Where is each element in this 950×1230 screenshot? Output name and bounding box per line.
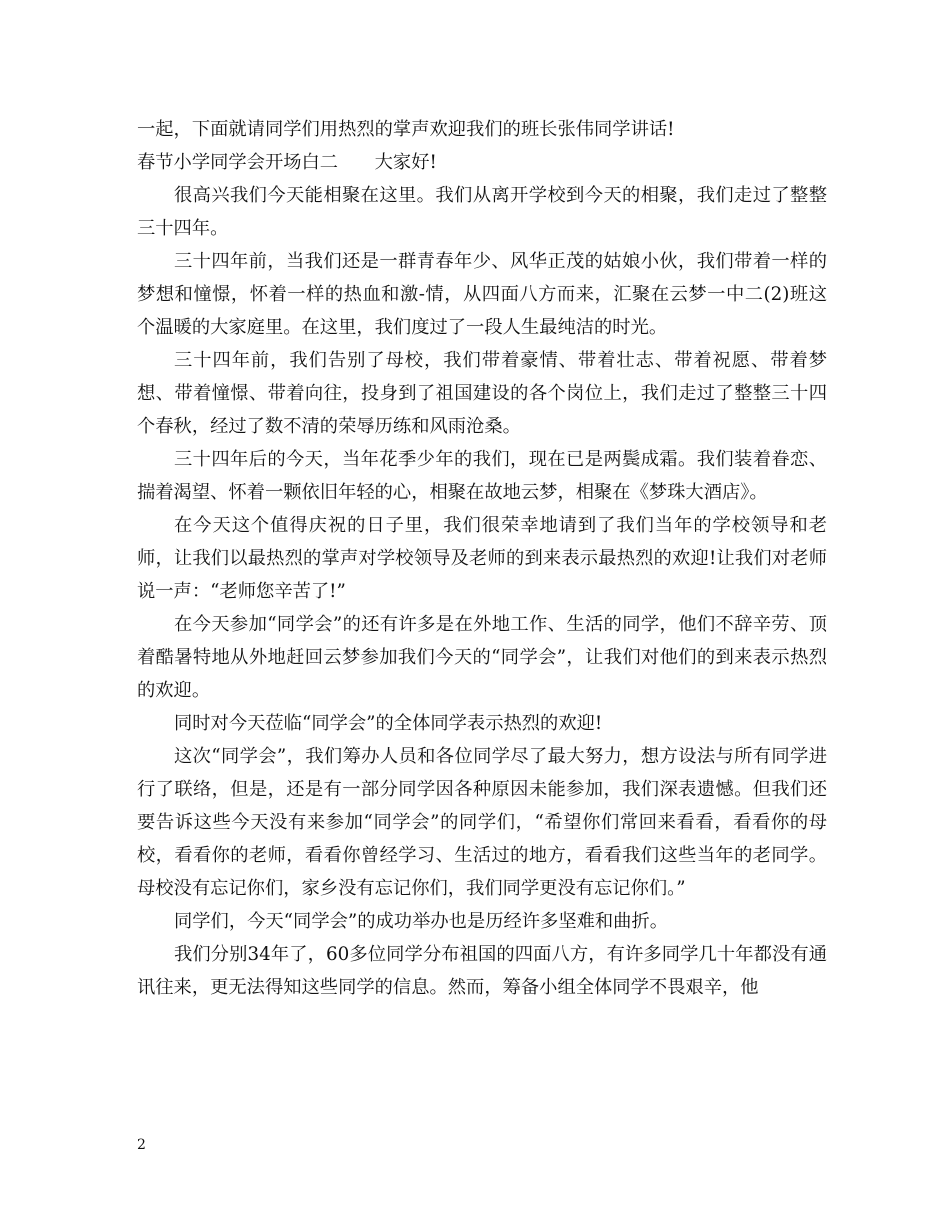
- paragraph-1: 一起，下面就请同学们用热烈的掌声欢迎我们的班长张伟同学讲话!: [137, 119, 675, 140]
- paragraph-12: 我们分别34年了，60多位同学分布祖国的四面八方，有许多同学几十年都没有通讯往来，更无法得知这些同学的信息。然而，筹备小组全体同学不畏艰辛，他: [137, 944, 827, 998]
- paragraph-2-heading: 春节小学同学会开场白二 大家好!: [137, 152, 437, 173]
- paragraph-9: 同时对今天莅临“同学会”的全体同学表示热烈的欢迎!: [174, 713, 603, 734]
- paragraph-4: 三十四年前，当我们还是一群青春年少、风华正茂的姑娘小伙，我们带着一样的梦想和憧憬，怀着一样的热血和激-情，从四面八方而来，汇聚在云梦一中二(2)班这个温暖的大家庭里。在这里，我们度过了一段人生最纯洁的时光。: [137, 251, 827, 338]
- paragraph-7: 在今天这个值得庆祝的日子里，我们很荣幸地请到了我们当年的学校领导和老师，让我们以最热烈的掌声对学校领导及老师的到来表示最热烈的欢迎!让我们对老师说一声：“老师您辛苦了!”: [137, 515, 827, 602]
- paragraph-10: 这次“同学会”，我们筹办人员和各位同学尽了最大努力，想方设法与所有同学进行了联络，但是，还是有一部分同学因各种原因未能参加，我们深表遗憾。但我们还要告诉这些今天没有来参加“同学会”的同学们，“希望你们常回来看看，看看你的母校，看看你的老师，看看你曾经学习、生活过的地方，看看我们这些当年的老同学。母校没有忘记你们，家乡没有忘记你们，我们同学更没有忘记你们。”: [137, 746, 827, 899]
- page-number: 2: [137, 1137, 146, 1153]
- paragraph-8: 在今天参加“同学会”的还有许多是在外地工作、生活的同学，他们不辞辛劳、顶着酷暑特地从外地赶回云梦参加我们今天的“同学会”，让我们对他们的到来表示热烈的欢迎。: [137, 614, 827, 701]
- document-body: [137, 113, 827, 1004]
- paragraph-6: 三十四年后的今天，当年花季少年的我们，现在已是两鬓成霜。我们装着眷恋、揣着渴望、怀着一颗依旧年轻的心，相聚在故地云梦，相聚在《梦珠大酒店》。: [137, 449, 827, 503]
- paragraph-3: 很高兴我们今天能相聚在这里。我们从离开学校到今天的相聚，我们走过了整整三十四年。: [137, 185, 827, 239]
- paragraph-11: 同学们，今天“同学会”的成功举办也是历经许多坚难和曲折。: [174, 911, 669, 932]
- paragraph-5: 三十四年前，我们告别了母校，我们带着豪情、带着壮志、带着祝愿、带着梦想、带着憧憬、带着向往，投身到了祖国建设的各个岗位上，我们走过了整整三十四个春秋，经过了数不清的荣辱历练和风雨沧桑。: [137, 350, 827, 437]
